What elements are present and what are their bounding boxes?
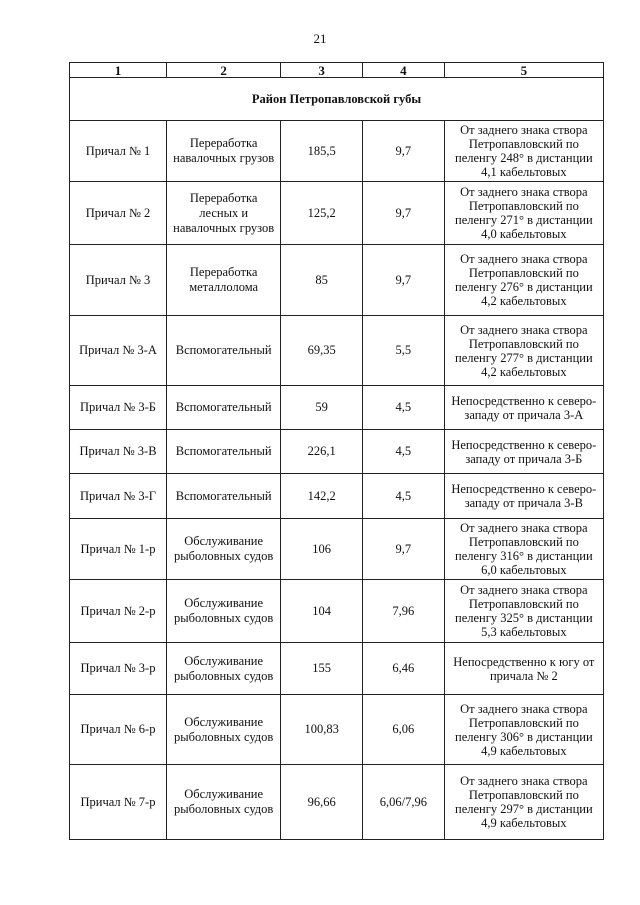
table-row	[70, 519, 604, 580]
berth-name-cell: Причал № 7-р	[70, 765, 167, 840]
berth-purpose-cell: Обслуживание рыболовных судов	[166, 695, 280, 765]
berth-name-cell: Причал № 3-В	[70, 430, 167, 474]
berth-depth-cell: 6,06/7,96	[363, 765, 445, 840]
berth-depth-cell: 9,7	[363, 121, 445, 182]
column-header-4: 4	[363, 63, 445, 78]
berth-length-cell: 69,35	[281, 316, 363, 386]
berth-depth-cell: 6,06	[363, 695, 445, 765]
berth-location-cell: От заднего знака створа Петропавловский по пеленгу 306° в дистанции 4,9 кабельтовых	[444, 695, 603, 765]
berth-location-cell: Непосредственно к северо-западу от причала 3-В	[444, 474, 603, 519]
berth-purpose-cell: Вспомогательный	[166, 316, 280, 386]
berth-length-cell: 59	[281, 386, 363, 430]
berth-depth-cell: 4,5	[363, 474, 445, 519]
berth-length-cell: 96,66	[281, 765, 363, 840]
table-row	[70, 316, 604, 386]
berth-name-cell: Причал № 3-А	[70, 316, 167, 386]
berth-depth-cell: 9,7	[363, 519, 445, 580]
berth-name-cell: Причал № 2-р	[70, 580, 167, 643]
berth-location-cell: От заднего знака створа Петропавловский по пеленгу 276° в дистанции 4,2 кабельтовых	[444, 245, 603, 316]
berth-name-cell: Причал № 3	[70, 245, 167, 316]
berth-length-cell: 125,2	[281, 182, 363, 245]
berth-length-cell: 106	[281, 519, 363, 580]
berth-depth-cell: 7,96	[363, 580, 445, 643]
berth-name-cell: Причал № 2	[70, 182, 167, 245]
berth-length-cell: 104	[281, 580, 363, 643]
table-row	[70, 643, 604, 695]
table-row	[70, 580, 604, 643]
berth-length-cell: 100,83	[281, 695, 363, 765]
berth-purpose-cell: Вспомогательный	[166, 474, 280, 519]
berth-purpose-cell: Вспомогательный	[166, 430, 280, 474]
header-row	[70, 63, 604, 78]
table-row	[70, 182, 604, 245]
berth-purpose-cell: Обслуживание рыболовных судов	[166, 765, 280, 840]
berth-name-cell: Причал № 1-р	[70, 519, 167, 580]
berth-name-cell: Причал № 6-р	[70, 695, 167, 765]
berth-name-cell: Причал № 1	[70, 121, 167, 182]
page-number: 21	[313, 31, 327, 46]
berth-purpose-cell: Переработка лесных и навалочных грузов	[166, 182, 280, 245]
table-row	[70, 765, 604, 840]
table-row	[70, 245, 604, 316]
berth-location-cell: От заднего знака створа Петропавловский по пеленгу 316° в дистанции 6,0 кабельтовых	[444, 519, 603, 580]
berth-name-cell: Причал № 3-Б	[70, 386, 167, 430]
berths-table	[69, 62, 604, 840]
berth-depth-cell: 9,7	[363, 182, 445, 245]
column-header-3: 3	[281, 63, 363, 78]
berth-location-cell: От заднего знака створа Петропавловский по пеленгу 248° в дистанции 4,1 кабельтовых	[444, 121, 603, 182]
berth-location-cell: От заднего знака створа Петропавловский по пеленгу 277° в дистанции 4,2 кабельтовых	[444, 316, 603, 386]
berth-location-cell: От заднего знака створа Петропавловский по пеленгу 271° в дистанции 4,0 кабельтовых	[444, 182, 603, 245]
berth-purpose-cell: Переработка металлолома	[166, 245, 280, 316]
berth-name-cell: Причал № 3-Г	[70, 474, 167, 519]
column-header-1: 1	[70, 63, 167, 78]
berth-location-cell: От заднего знака створа Петропавловский по пеленгу 325° в дистанции 5,3 кабельтовых	[444, 580, 603, 643]
berth-location-cell: Непосредственно к северо-западу от причала 3-А	[444, 386, 603, 430]
column-header-2: 2	[166, 63, 280, 78]
berth-purpose-cell: Обслуживание рыболовных судов	[166, 643, 280, 695]
berth-depth-cell: 9,7	[363, 245, 445, 316]
berth-purpose-cell: Обслуживание рыболовных судов	[166, 580, 280, 643]
berth-length-cell: 85	[281, 245, 363, 316]
berth-purpose-cell: Переработка навалочных грузов	[166, 121, 280, 182]
table-row	[70, 386, 604, 430]
berth-location-cell: Непосредственно к северо-западу от причала 3-Б	[444, 430, 603, 474]
berth-length-cell: 185,5	[281, 121, 363, 182]
berth-location-cell: От заднего знака створа Петропавловский по пеленгу 297° в дистанции 4,9 кабельтовых	[444, 765, 603, 840]
table-row	[70, 695, 604, 765]
table-row	[70, 121, 604, 182]
berth-depth-cell: 6,46	[363, 643, 445, 695]
region-row	[70, 78, 604, 121]
berth-depth-cell: 4,5	[363, 430, 445, 474]
table-row	[70, 430, 604, 474]
berth-purpose-cell: Обслуживание рыболовных судов	[166, 519, 280, 580]
table-row	[70, 474, 604, 519]
berth-length-cell: 226,1	[281, 430, 363, 474]
region-title: Район Петропавловской губы	[70, 78, 604, 121]
berth-depth-cell: 5,5	[363, 316, 445, 386]
berth-length-cell: 155	[281, 643, 363, 695]
berth-purpose-cell: Вспомогательный	[166, 386, 280, 430]
column-header-5: 5	[444, 63, 603, 78]
berth-depth-cell: 4,5	[363, 386, 445, 430]
berth-location-cell: Непосредственно к югу от причала № 2	[444, 643, 603, 695]
berth-name-cell: Причал № 3-р	[70, 643, 167, 695]
berth-length-cell: 142,2	[281, 474, 363, 519]
